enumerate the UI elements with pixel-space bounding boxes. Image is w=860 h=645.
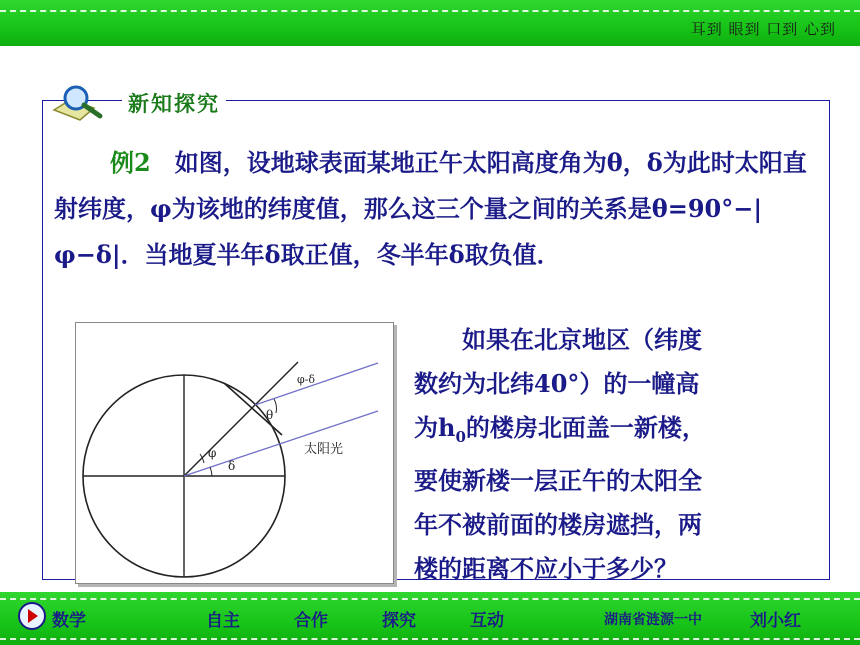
height-subscript: 0 — [455, 427, 466, 446]
label-theta: θ — [266, 408, 274, 422]
bottom-bar-stitch — [0, 598, 860, 640]
question-line: 要使新楼一层正午的太阳全 — [414, 465, 702, 495]
question-line: 如果在北京地区（纬度 — [414, 325, 702, 354]
header-slogan: 耳到 眼到 口到 心到 — [690, 20, 836, 38]
example-label: 例2 — [110, 148, 151, 177]
bottom-nav-bar — [0, 592, 860, 645]
label-phi-minus-delta: φ-δ — [297, 373, 316, 386]
sun-ray-2 — [184, 411, 378, 476]
question-line: 年不被前面的楼房遮挡，两 — [414, 509, 702, 539]
nav-subject[interactable]: 数学 — [52, 611, 86, 631]
earth-sun-angle-figure — [75, 322, 394, 584]
question-line-rest: 的楼房北面盖一新楼， — [465, 413, 706, 442]
earth-diagram — [76, 323, 393, 583]
height-symbol: 为h — [414, 413, 456, 442]
question-line: 数约为北纬40°）的一幢高 — [414, 369, 700, 398]
nav-item-tanjiu[interactable]: 探究 — [382, 611, 416, 631]
label-phi: φ — [208, 446, 217, 460]
radius-line — [184, 405, 255, 476]
nav-item-zizhu[interactable]: 自主 — [206, 611, 240, 631]
theta-arc — [274, 399, 276, 413]
label-sunlight: 太阳光 — [304, 442, 344, 457]
top-banner — [0, 0, 860, 46]
magnifier-icon — [50, 80, 110, 126]
example-paragraph — [54, 140, 814, 278]
sun-ray-1 — [255, 363, 378, 405]
nav-item-hudong[interactable]: 互动 — [470, 611, 504, 631]
question-line: 楼的距离不应小于多少？ — [414, 553, 678, 583]
section-title: 新知探究 — [122, 88, 226, 118]
label-delta: δ — [228, 459, 236, 473]
zenith-line — [255, 362, 298, 405]
play-icon[interactable] — [18, 602, 46, 630]
example-text: 如图，设地球表面某地正午太阳高度角为θ，δ为此时太阳直射纬度，φ为该地的纬度值，那么这三个量之间的关系是θ=90°−|φ−δ|．当地夏半年δ取正值，冬半年δ取负值． — [54, 148, 807, 269]
author-name: 刘小红 — [750, 611, 801, 631]
nav-item-hezuo[interactable]: 合作 — [294, 611, 328, 631]
delta-arc — [210, 467, 212, 476]
question-text — [414, 318, 794, 591]
school-name: 湖南省涟源一中 — [604, 612, 702, 628]
question-line — [414, 406, 794, 459]
